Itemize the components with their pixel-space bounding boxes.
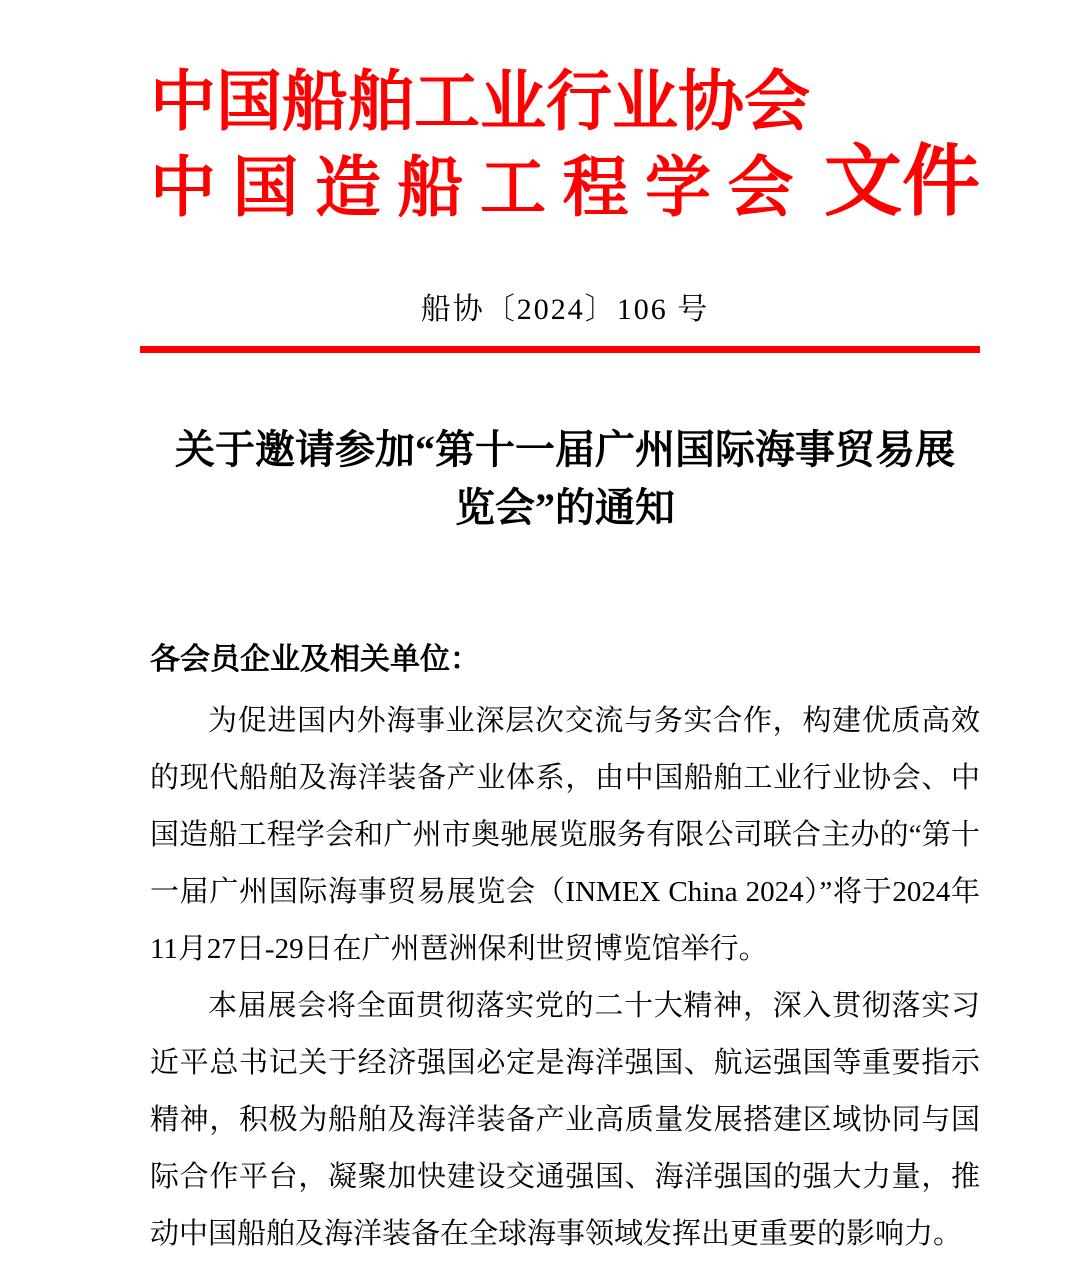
letterhead-row2 [150,136,980,228]
body-paragraph-2: 本届展会将全面贯彻落实党的二十大精神，深入贯彻落实习近平总书记关于经济强国必定是海洋强国、航运强国等重要指示精神，积极为船舶及海洋装备产业高质量发展搭建区域协同与国际合作平台，凝聚加快建设交通强国、海洋强国的强大力量，推动中国船舶及海洋装备在全球海事领域发挥出更重要的影响力。 [150,989,980,1250]
doc-type-label: 文件 [823,136,980,225]
red-separator-rule [140,346,980,353]
letterhead-org-line2: 中国造船工程学会 [150,151,810,225]
document-title: 关于邀请参加“第十一届广州国际海事贸易展览会”的通知 [175,426,955,530]
letterhead-org-line1: 中国船舶工业行业协会 [150,66,810,139]
document-content [150,0,980,1263]
body-paragraph-1: 为促进国内外海事业深层次交流与务实合作，构建优质高效的现代船舶及海洋装备产业体系，由中国船舶工业行业协会、中国造船工程学会和广州市奥驰展览服务有限公司联合主办的“第十一届广州国际海事贸易展览会（INMEX China 2024）”将于2024年11月27日-29日在广州琶洲保利世贸博览馆举行。 [150,704,980,965]
doc-number: 船协〔2024〕106 号 [420,292,710,326]
document-body [150,693,980,1263]
salutation: 各会员企业及相关单位： [150,642,480,676]
